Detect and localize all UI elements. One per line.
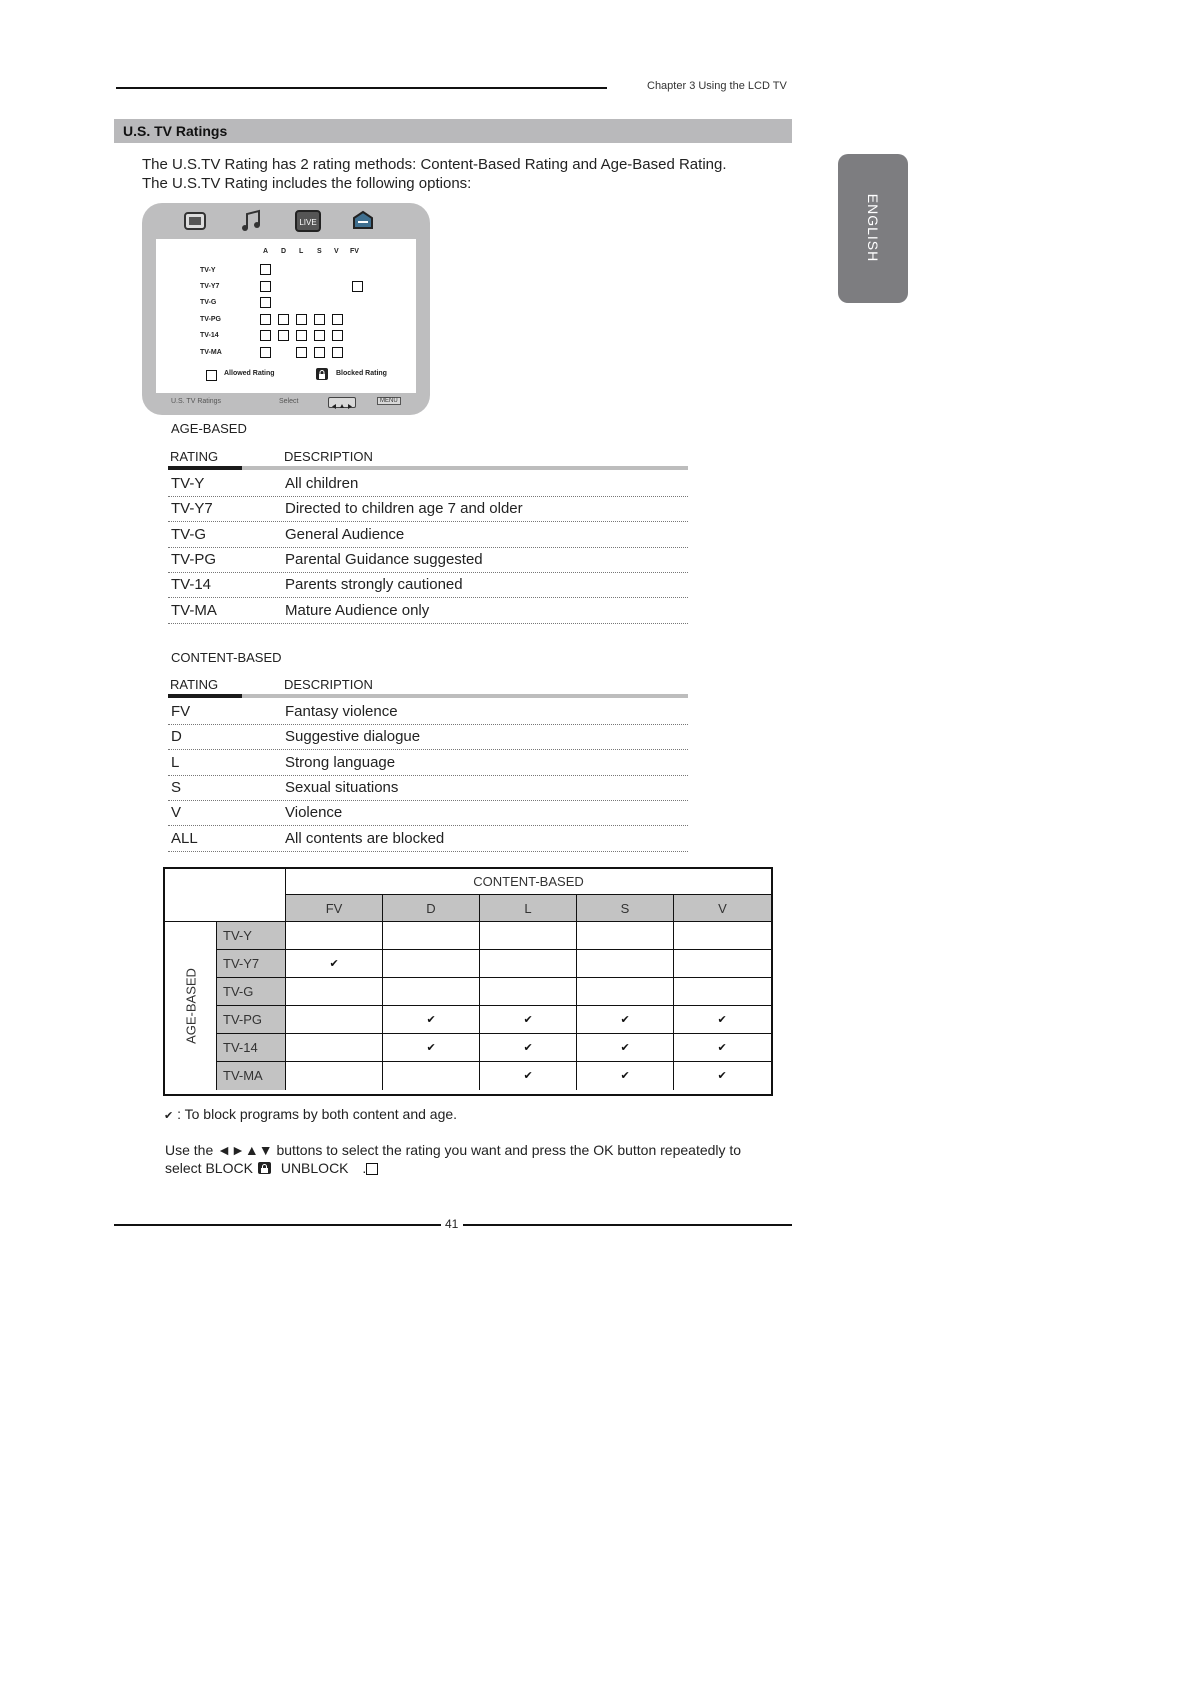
matrix-cell [383, 950, 480, 978]
matrix-col-l: L [480, 895, 577, 922]
matrix-cell [286, 1034, 383, 1062]
check-icon: ✔ [523, 1070, 533, 1082]
description-cell: Directed to children age 7 and older [285, 500, 523, 518]
rating-cell: V [171, 804, 182, 822]
blocked-lock-icon [258, 1162, 271, 1174]
check-icon: ✔ [620, 1014, 630, 1026]
osd-col-a: A [263, 248, 269, 255]
osd-checkbox[interactable] [260, 264, 271, 275]
table-row [168, 800, 688, 826]
osd-col-v: V [334, 248, 339, 255]
rating-cell: ALL [171, 829, 198, 847]
usage-line-1: Use the ◄►▲▼ buttons to select the rating you want and press the OK button repeatedly to [165, 1142, 742, 1158]
rating-cell: TV-G [171, 525, 207, 543]
age-based-col-rating: RATING [170, 449, 219, 464]
matrix-age-based-header [165, 922, 217, 1090]
usage-dot: . [362, 1160, 367, 1176]
rating-cell: FV [171, 703, 191, 720]
age-based-header-rule-dark [168, 466, 242, 470]
matrix-cell [286, 1006, 383, 1034]
osd-checkbox[interactable] [296, 347, 307, 358]
osd-checkbox[interactable] [260, 314, 271, 325]
rating-matrix [163, 867, 773, 1096]
matrix-cell [577, 950, 674, 978]
content-based-col-description: DESCRIPTION [284, 677, 373, 692]
check-legend-text: : To block programs by both content and age. [177, 1106, 458, 1122]
matrix-age-based-label: AGE-BASED [183, 968, 199, 1044]
matrix-cell [383, 922, 480, 950]
matrix-cell [286, 950, 383, 978]
description-cell: Fantasy violence [285, 703, 398, 720]
check-icon: ✔ [523, 1042, 533, 1054]
rating-cell: TV-MA [171, 601, 217, 619]
table-row [168, 547, 688, 573]
age-based-title: AGE-BASED [171, 421, 247, 436]
description-cell: All children [285, 475, 359, 492]
osd-checkbox[interactable] [278, 314, 289, 325]
matrix-cell [577, 978, 674, 1006]
check-icon: ✔ [717, 1042, 727, 1054]
description-cell: Violence [285, 804, 343, 822]
osd-row-tv-14: TV-14 [200, 332, 219, 339]
blocked-rating-label: Blocked Rating [336, 370, 387, 377]
language-tab [838, 154, 908, 303]
matrix-row-label: TV-14 [217, 1034, 286, 1062]
osd-rating-panel [156, 239, 416, 393]
matrix-content-based-header: CONTENT-BASED [286, 869, 771, 895]
table-row [168, 572, 688, 598]
table-row [168, 471, 688, 497]
osd-checkbox[interactable] [314, 330, 325, 341]
blocked-rating-lock-icon [316, 368, 328, 380]
content-based-header-rule-light [242, 694, 688, 698]
usage-line-2 [165, 1160, 366, 1176]
matrix-cell [577, 1006, 674, 1034]
check-icon: ✔ [164, 1110, 174, 1122]
table-row [168, 598, 688, 624]
description-cell: Strong language [285, 753, 396, 771]
table-row [168, 496, 688, 522]
rating-cell: TV-PG [171, 550, 217, 568]
usage-select-block: select BLOCK [165, 1160, 253, 1176]
intro-line-1: The U.S.TV Rating has 2 rating methods: Content-Based Rating and Age-Based Rating. [142, 156, 727, 173]
check-icon: ✔ [620, 1070, 630, 1082]
osd-checkbox[interactable] [314, 314, 325, 325]
description-cell: Mature Audience only [285, 601, 430, 619]
arrow-keys-icon [328, 397, 356, 408]
osd-col-s: S [317, 248, 322, 255]
matrix-cell [480, 1034, 577, 1062]
matrix-cell [674, 1062, 771, 1090]
osd-checkbox[interactable] [332, 330, 343, 341]
music-icon [238, 208, 264, 234]
matrix-cell [383, 978, 480, 1006]
matrix-corner [165, 869, 286, 922]
matrix-cell [383, 1006, 480, 1034]
check-legend [164, 1106, 457, 1122]
table-row [168, 724, 688, 750]
matrix-cell [480, 950, 577, 978]
table-row [168, 522, 688, 548]
table-row [168, 826, 688, 852]
osd-row-tv-g: TV-G [200, 299, 217, 306]
allowed-rating-box-icon [206, 370, 217, 381]
age-based-header-rule-light [242, 466, 688, 470]
matrix-cell [383, 1034, 480, 1062]
footer-rule-right [463, 1224, 792, 1226]
osd-screen [142, 203, 430, 415]
rating-cell: TV-14 [171, 576, 212, 594]
osd-checkbox[interactable] [332, 314, 343, 325]
content-based-title: CONTENT-BASED [171, 650, 282, 665]
osd-checkbox[interactable] [314, 347, 325, 358]
language-tab-label: ENGLISH [865, 193, 881, 263]
section-title-bar [114, 119, 792, 143]
picture-icon [182, 208, 208, 234]
footer-rule-left [114, 1224, 441, 1226]
matrix-cell [577, 922, 674, 950]
osd-checkbox[interactable] [296, 314, 307, 325]
table-row [168, 775, 688, 801]
check-icon: ✔ [523, 1014, 533, 1026]
matrix-cell [286, 1062, 383, 1090]
matrix-row-label: TV-Y [217, 922, 286, 950]
matrix-col-d: D [383, 895, 480, 922]
check-icon: ✔ [426, 1042, 436, 1054]
matrix-cell [674, 922, 771, 950]
check-icon: ✔ [620, 1042, 630, 1054]
rating-cell: S [171, 778, 182, 796]
matrix-cell [674, 950, 771, 978]
osd-checkbox[interactable] [260, 281, 271, 292]
matrix-cell [286, 978, 383, 1006]
osd-row-tv-ma: TV-MA [200, 349, 222, 356]
matrix-row-label: TV-G [217, 978, 286, 1006]
content-based-header-rule-dark [168, 694, 242, 698]
description-cell: Sexual situations [285, 778, 399, 796]
osd-footer-select: Select [279, 398, 299, 405]
osd-checkbox[interactable] [296, 330, 307, 341]
matrix-cell [577, 1062, 674, 1090]
live-icon [294, 208, 320, 234]
check-icon: ✔ [329, 958, 339, 970]
matrix-row-label: TV-Y7 [217, 950, 286, 978]
allowed-rating-label: Allowed Rating [224, 370, 275, 377]
osd-checkbox[interactable] [260, 297, 271, 308]
header-rule [116, 87, 607, 89]
osd-checkbox[interactable] [278, 330, 289, 341]
description-cell: General Audience [285, 525, 405, 543]
matrix-cell [674, 978, 771, 1006]
intro-line-2: The U.S.TV Rating includes the following options: [142, 175, 472, 192]
osd-checkbox[interactable] [332, 347, 343, 358]
rating-cell: TV-Y [171, 475, 205, 492]
content-based-col-rating: RATING [170, 677, 219, 692]
matrix-cell [480, 1062, 577, 1090]
osd-col-d: D [281, 248, 287, 255]
rating-cell: TV-Y7 [171, 500, 213, 518]
rating-cell: D [171, 728, 182, 746]
osd-col-fv: FV [350, 248, 359, 255]
description-cell: Suggestive dialogue [285, 728, 421, 746]
unblocked-box-icon [366, 1163, 378, 1175]
check-icon: ✔ [426, 1014, 436, 1026]
osd-row-tv-y7: TV-Y7 [200, 283, 220, 290]
matrix-row-label: TV-PG [217, 1006, 286, 1034]
age-based-col-description: DESCRIPTION [284, 449, 373, 464]
setup-icon [350, 208, 376, 234]
matrix-cell [480, 922, 577, 950]
osd-row-tv-y: TV-Y [200, 267, 216, 274]
table-row [168, 750, 688, 776]
osd-checkbox[interactable] [352, 281, 363, 292]
live-icon-label: LIVE [299, 218, 317, 227]
matrix-col-fv: FV [286, 895, 383, 922]
chapter-header: Chapter 3 Using the LCD TV [647, 80, 787, 92]
matrix-cell [674, 1006, 771, 1034]
matrix-cell [577, 1034, 674, 1062]
osd-checkbox[interactable] [260, 347, 271, 358]
osd-footer-title: U.S. TV Ratings [171, 398, 222, 405]
osd-row-tv-pg: TV-PG [200, 316, 222, 323]
intro-text [142, 155, 727, 193]
matrix-cell [286, 922, 383, 950]
matrix-col-v: V [674, 895, 771, 922]
matrix-cell [383, 1062, 480, 1090]
description-cell: Parents strongly cautioned [285, 576, 463, 594]
matrix-cell [674, 1034, 771, 1062]
matrix-row-label: TV-MA [217, 1062, 286, 1090]
section-title: U.S. TV Ratings [123, 123, 228, 139]
usage-unblock: UNBLOCK [280, 1160, 349, 1176]
check-icon: ✔ [717, 1014, 727, 1026]
description-cell: Parental Guidance suggested [285, 550, 483, 568]
osd-col-l: L [299, 248, 304, 255]
table-row [168, 699, 688, 725]
matrix-cell [480, 1006, 577, 1034]
osd-menu-key: MENU [377, 397, 401, 405]
page-number: 41 [445, 1217, 459, 1231]
check-icon: ✔ [717, 1070, 727, 1082]
matrix-col-s: S [577, 895, 674, 922]
matrix-cell [480, 978, 577, 1006]
rating-cell: L [171, 753, 180, 771]
osd-checkbox[interactable] [260, 330, 271, 341]
description-cell: All contents are blocked [285, 829, 445, 847]
